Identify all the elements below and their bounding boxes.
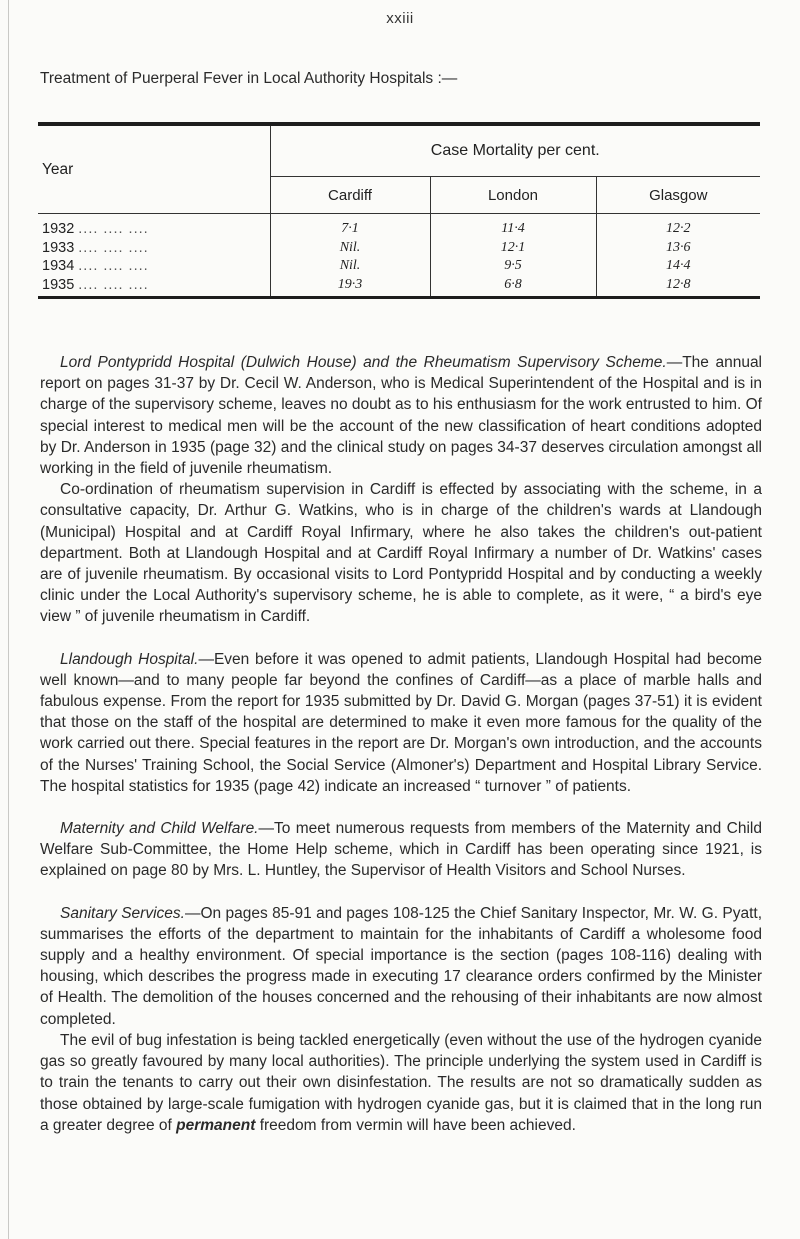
london-value: 6·8 (430, 276, 596, 298)
llandough-heading: Llandough Hospital. (60, 650, 199, 668)
permanent-emphasis: permanent (176, 1116, 256, 1134)
year-value: 1935 (42, 276, 75, 293)
cardiff-value: 19·3 (270, 276, 430, 298)
pontypridd-heading: Lord Pontypridd Hospital (Dulwich House) and the Rheumatism Supervisory Scheme. (60, 354, 667, 371)
llandough-paragraph (40, 649, 762, 797)
pontypridd-paragraph (40, 352, 762, 479)
year-column-header: Year (38, 124, 270, 214)
sanitary-text: —On pages 85-91 and pages 108-125 the Chief Sanitary Inspector, Mr. W. G. Pyatt, summarises the efforts of the department to maintain for the inhabitants of Cardiff a wholesome food supply and a healthy environment. Of special importance is the section (pages 108-116) dealing with housing, which describes the progress made in executing 17 clearance orders confirmed by the Minister of Health. The demolition of the houses concerned and the rehousing of their inhabitants are now almost completed. (40, 904, 762, 1028)
llandough-text: —Even before it was opened to admit patients, Llandough Hospital had become well known—and to many people far beyond the confines of Cardiff—as a place of marble halls and fabulous expense. From the report for 1935 submitted by Dr. David G. Morgan (pages 37-51) it is evident that those on the staff of the hospital are determined to make it even more famous for the quality of the work carried out there. Special features in the report are Dr. Morgan's own introduction, and the accounts of the Nurses' Training School, the Social Service (Almoner's) Department and Hospital Library Service. The hospital statistics for 1935 (page 42) indicate an increased “ turnover ” of patients. (40, 650, 762, 795)
year-value: 1932 (42, 221, 75, 238)
year-cell (38, 214, 270, 239)
leader-dots: .... .... .... (78, 239, 149, 256)
maternity-paragraph (40, 818, 762, 882)
table-row (38, 214, 760, 239)
bug-text-b: freedom from vermin will have been achieved. (259, 1116, 576, 1134)
glasgow-value: 13·6 (666, 239, 691, 255)
london-value: 9·5 (430, 257, 596, 276)
glasgow-value: 12·8 (666, 276, 691, 292)
bug-infestation-paragraph (40, 1030, 762, 1136)
cardiff-value: Nil. (270, 239, 430, 258)
leader-dots: .... .... .... (78, 276, 149, 293)
bug-text-a: The evil of bug infestation is being tackled energetically (even without the use of the hydrogen cyanide gas so greatly favoured by many local authorities). The principle underlying the system used in Cardiff is to train the tenants to carry out their own disinfestation. The results are not so dramatically sudden as those obtained by large-scale fumigation with hydrogen cyanide gas, but it is claimed that in the long run a greater degree of (40, 1031, 762, 1134)
page-number: xxiii (386, 10, 414, 27)
sanitary-heading: Sanitary Services. (60, 904, 185, 922)
coordination-paragraph: Co-ordination of rheumatism supervision in Cardiff is effected by associating with the scheme, in a consultative capacity, Dr. Arthur G. Watkins, who is in charge of the children's wards at Llandough (Municipal) Hospital and at Cardiff Royal Infirmary, where he also takes the children's out-patient department. Both at Llandough Hospital and at Cardiff Royal Infirmary a number of Dr. Watkins' cases are of juvenile rheumatism. By occasional visits to Lord Pontypridd Hospital and by conducting a weekly clinic under the Local Authority's supervisory scheme, he is able to complete, as it were, “ a bird's eye view ” of juvenile rheumatism in Cardiff. (40, 481, 762, 626)
glasgow-column-header: Glasgow (596, 177, 760, 214)
leader-dots: .... .... .... (78, 258, 149, 275)
page-edge-line (8, 0, 9, 1239)
london-value: 11·4 (430, 214, 596, 239)
case-mortality-header: Case Mortality per cent. (270, 124, 760, 177)
cardiff-value: 7·1 (270, 214, 430, 239)
sanitary-paragraph (40, 903, 762, 1030)
cardiff-value: Nil. (270, 257, 430, 276)
leader-dots: .... .... .... (78, 221, 149, 238)
london-value: 12·1 (430, 239, 596, 258)
year-value: 1934 (42, 258, 75, 275)
year-value: 1933 (42, 239, 75, 256)
table-row (38, 257, 760, 276)
maternity-text: —To meet numerous requests from members of the Maternity and Child Welfare Sub-Committee, the Home Help scheme, which in Cardiff has been operating since 1921, is explained on page 80 by Mrs. L. Huntley, the Supervisor of Health Visitors and School Nurses. (40, 820, 762, 880)
mortality-table (38, 122, 760, 299)
glasgow-value: 14·4 (666, 258, 691, 274)
year-cell (38, 239, 270, 258)
year-cell (38, 257, 270, 276)
table-row (38, 239, 760, 258)
maternity-heading: Maternity and Child Welfare. (60, 820, 259, 838)
table-row (38, 276, 760, 298)
pontypridd-text: —The annual report on pages 31-37 by Dr. Cecil W. Anderson, who is Medical Superintendent of the Hospital and is in charge of the supervisory scheme, leaves no doubt as to his enthusiasm for the work entrusted to him. Of special interest to medical men will be the account of the new classification of heart conditions adopted by Dr. Anderson in 1935 (page 32) and the clinical study on pages 34-37 deserves circulation amongst all working in the field of juvenile rheumatism. (40, 354, 763, 478)
cardiff-column-header: Cardiff (270, 177, 430, 214)
year-cell (38, 276, 270, 298)
glasgow-value: 12·2 (666, 221, 691, 237)
body-text (40, 352, 762, 1136)
table-caption: Treatment of Puerperal Fever in Local Authority Hospitals :— (40, 70, 458, 87)
london-column-header: London (430, 177, 596, 214)
